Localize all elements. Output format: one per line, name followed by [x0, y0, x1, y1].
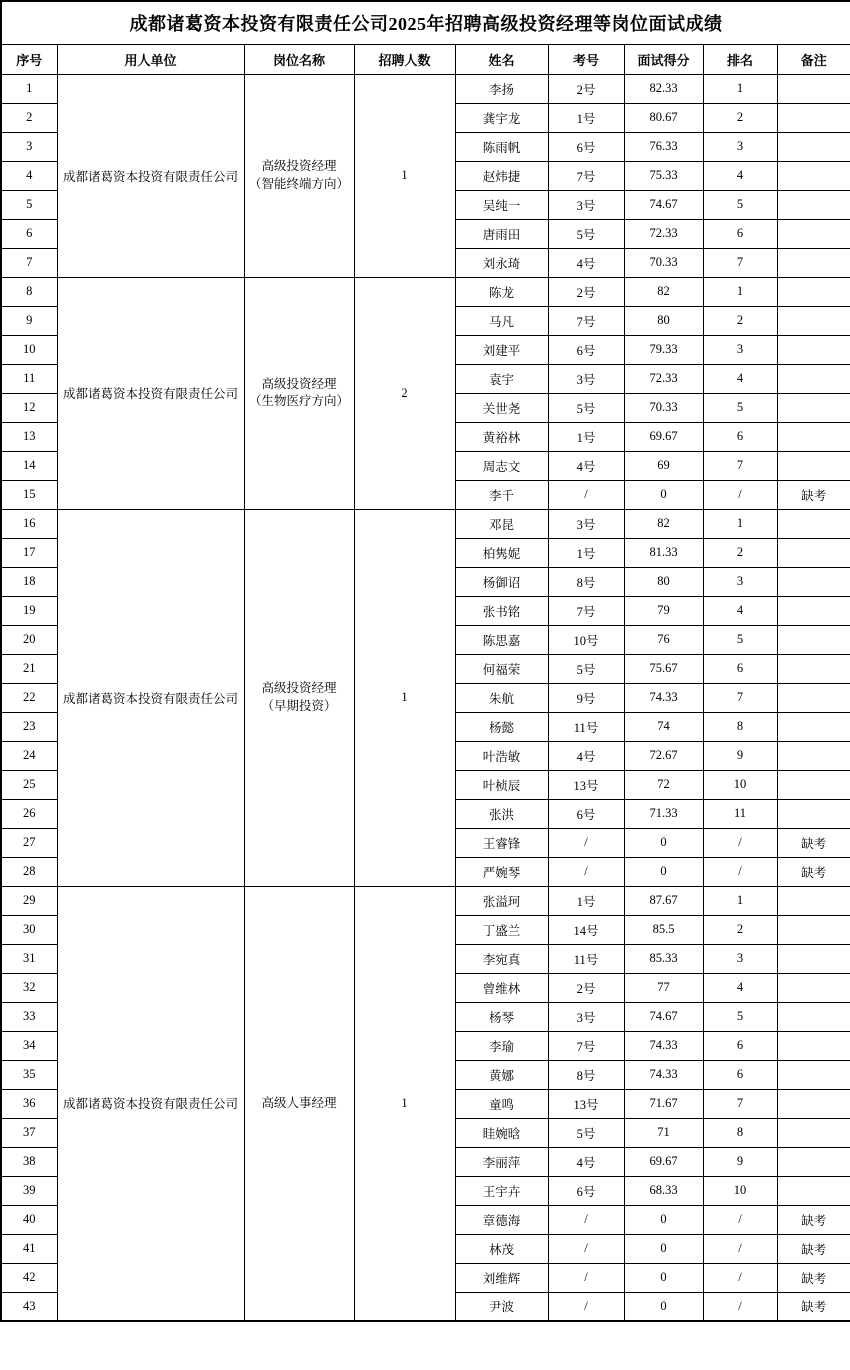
score-cell: 69.67 — [624, 1147, 703, 1176]
seq-cell: 38 — [1, 1147, 57, 1176]
note-cell — [777, 132, 850, 161]
seq-cell: 25 — [1, 770, 57, 799]
exam-no-cell: 5号 — [548, 654, 624, 683]
rank-cell: 2 — [703, 306, 777, 335]
note-cell — [777, 103, 850, 132]
rank-cell: 3 — [703, 132, 777, 161]
seq-cell: 8 — [1, 277, 57, 306]
seq-cell: 26 — [1, 799, 57, 828]
position-cell — [244, 74, 354, 277]
seq-cell: 5 — [1, 190, 57, 219]
exam-no-cell: 3号 — [548, 190, 624, 219]
score-cell: 68.33 — [624, 1176, 703, 1205]
exam-no-cell: 5号 — [548, 219, 624, 248]
header-cell: 面试得分 — [624, 44, 703, 74]
note-cell — [777, 190, 850, 219]
note-cell — [777, 74, 850, 103]
score-cell: 80 — [624, 306, 703, 335]
note-cell — [777, 1060, 850, 1089]
note-cell — [777, 451, 850, 480]
note-cell: 缺考 — [777, 1205, 850, 1234]
table-row — [1, 74, 850, 103]
table-row — [1, 277, 850, 306]
rank-cell: 2 — [703, 915, 777, 944]
note-cell — [777, 915, 850, 944]
exam-no-cell: 6号 — [548, 1176, 624, 1205]
score-cell: 0 — [624, 480, 703, 509]
name-cell: 柏隽妮 — [455, 538, 548, 567]
score-cell: 69 — [624, 451, 703, 480]
header-cell: 用人单位 — [57, 44, 244, 74]
note-cell: 缺考 — [777, 857, 850, 886]
exam-no-cell: / — [548, 1205, 624, 1234]
position-line: 高级投资经理 — [261, 159, 337, 173]
score-cell: 85.33 — [624, 944, 703, 973]
score-cell: 0 — [624, 1292, 703, 1321]
score-cell: 79 — [624, 596, 703, 625]
name-cell: 李千 — [455, 480, 548, 509]
note-cell — [777, 944, 850, 973]
note-cell — [777, 248, 850, 277]
score-cell: 77 — [624, 973, 703, 1002]
note-cell — [777, 683, 850, 712]
rank-cell: 5 — [703, 1002, 777, 1031]
seq-cell: 39 — [1, 1176, 57, 1205]
rank-cell: 4 — [703, 596, 777, 625]
page-title: 成都诸葛资本投资有限责任公司2025年招聘高级投资经理等岗位面试成绩 — [1, 1, 850, 44]
seq-cell: 16 — [1, 509, 57, 538]
position-line: 高级人事经理 — [261, 1095, 337, 1110]
rank-cell: 6 — [703, 219, 777, 248]
position-line: 高级投资经理 — [261, 681, 337, 695]
rank-cell: 9 — [703, 1147, 777, 1176]
seq-cell: 18 — [1, 567, 57, 596]
exam-no-cell: / — [548, 1263, 624, 1292]
header-cell: 招聘人数 — [354, 44, 455, 74]
name-cell: 周志文 — [455, 451, 548, 480]
name-cell: 严婉琴 — [455, 857, 548, 886]
exam-no-cell: 1号 — [548, 538, 624, 567]
exam-no-cell: 4号 — [548, 248, 624, 277]
seq-cell: 28 — [1, 857, 57, 886]
seq-cell: 29 — [1, 886, 57, 915]
name-cell: 张书铭 — [455, 596, 548, 625]
name-cell: 黄娜 — [455, 1060, 548, 1089]
header-cell: 考号 — [548, 44, 624, 74]
exam-no-cell: 7号 — [548, 596, 624, 625]
seq-cell: 23 — [1, 712, 57, 741]
position-line: （生物医疗方向） — [248, 394, 349, 408]
exam-no-cell: 1号 — [548, 886, 624, 915]
exam-no-cell: 2号 — [548, 74, 624, 103]
rank-cell: 7 — [703, 683, 777, 712]
exam-no-cell: 3号 — [548, 1002, 624, 1031]
recruit-count-cell: 1 — [354, 886, 455, 1321]
rank-cell: 3 — [703, 944, 777, 973]
name-cell: 眭婉晗 — [455, 1118, 548, 1147]
name-cell: 尹波 — [455, 1292, 548, 1321]
header-cell: 排名 — [703, 44, 777, 74]
name-cell: 唐雨田 — [455, 219, 548, 248]
score-cell: 72.67 — [624, 741, 703, 770]
exam-no-cell: 3号 — [548, 364, 624, 393]
exam-no-cell: 2号 — [548, 277, 624, 306]
employer-cell: 成都诸葛资本投资有限责任公司 — [57, 886, 244, 1321]
exam-no-cell: 4号 — [548, 1147, 624, 1176]
rank-cell: 10 — [703, 1176, 777, 1205]
name-cell: 关世尧 — [455, 393, 548, 422]
rank-cell: / — [703, 1292, 777, 1321]
rank-cell: 5 — [703, 190, 777, 219]
exam-no-cell: 2号 — [548, 973, 624, 1002]
exam-no-cell: 10号 — [548, 625, 624, 654]
exam-no-cell: 4号 — [548, 741, 624, 770]
rank-cell: 2 — [703, 103, 777, 132]
exam-no-cell: 9号 — [548, 683, 624, 712]
seq-cell: 35 — [1, 1060, 57, 1089]
exam-no-cell: 6号 — [548, 799, 624, 828]
score-cell: 74.67 — [624, 190, 703, 219]
seq-cell: 36 — [1, 1089, 57, 1118]
rank-cell: 6 — [703, 1031, 777, 1060]
position-line: 高级投资经理 — [261, 376, 337, 391]
note-cell — [777, 712, 850, 741]
score-cell: 74.33 — [624, 1031, 703, 1060]
note-cell — [777, 161, 850, 190]
score-cell: 81.33 — [624, 538, 703, 567]
seq-cell: 12 — [1, 393, 57, 422]
employer-cell: 成都诸葛资本投资有限责任公司 — [57, 509, 244, 886]
table-row — [1, 509, 850, 538]
exam-no-cell: 7号 — [548, 161, 624, 190]
name-cell: 杨琴 — [455, 1002, 548, 1031]
seq-cell: 43 — [1, 1292, 57, 1321]
position-cell — [244, 509, 354, 886]
exam-no-cell: 1号 — [548, 103, 624, 132]
score-cell: 0 — [624, 1234, 703, 1263]
seq-cell: 37 — [1, 1118, 57, 1147]
rank-cell: 5 — [703, 625, 777, 654]
rank-cell: 7 — [703, 1089, 777, 1118]
score-cell: 0 — [624, 828, 703, 857]
rank-cell: 3 — [703, 335, 777, 364]
name-cell: 何福荣 — [455, 654, 548, 683]
score-cell: 74.33 — [624, 1060, 703, 1089]
header-cell: 岗位名称 — [244, 44, 354, 74]
score-cell: 74.67 — [624, 1002, 703, 1031]
recruit-count-cell: 1 — [354, 74, 455, 277]
seq-cell: 21 — [1, 654, 57, 683]
score-cell: 71.67 — [624, 1089, 703, 1118]
name-cell: 刘维辉 — [455, 1263, 548, 1292]
note-cell — [777, 1089, 850, 1118]
note-cell — [777, 393, 850, 422]
score-cell: 72 — [624, 770, 703, 799]
seq-cell: 13 — [1, 422, 57, 451]
seq-cell: 34 — [1, 1031, 57, 1060]
note-cell — [777, 335, 850, 364]
table-row — [1, 886, 850, 915]
exam-no-cell: / — [548, 857, 624, 886]
name-cell: 陈雨帆 — [455, 132, 548, 161]
note-cell — [777, 770, 850, 799]
note-cell — [777, 1176, 850, 1205]
score-cell: 75.67 — [624, 654, 703, 683]
note-cell — [777, 509, 850, 538]
rank-cell: 1 — [703, 277, 777, 306]
rank-cell: 3 — [703, 567, 777, 596]
score-cell: 70.33 — [624, 248, 703, 277]
rank-cell: / — [703, 1234, 777, 1263]
name-cell: 马凡 — [455, 306, 548, 335]
score-cell: 82.33 — [624, 74, 703, 103]
exam-no-cell: 5号 — [548, 393, 624, 422]
note-cell — [777, 277, 850, 306]
header-row — [1, 44, 850, 74]
rank-cell: 7 — [703, 248, 777, 277]
name-cell: 刘建平 — [455, 335, 548, 364]
rank-cell: / — [703, 480, 777, 509]
name-cell: 张洪 — [455, 799, 548, 828]
exam-no-cell: / — [548, 828, 624, 857]
seq-cell: 33 — [1, 1002, 57, 1031]
seq-cell: 3 — [1, 132, 57, 161]
score-cell: 87.67 — [624, 886, 703, 915]
score-cell: 72.33 — [624, 219, 703, 248]
header-cell: 序号 — [1, 44, 57, 74]
employer-cell: 成都诸葛资本投资有限责任公司 — [57, 277, 244, 509]
seq-cell: 1 — [1, 74, 57, 103]
note-cell — [777, 306, 850, 335]
seq-cell: 2 — [1, 103, 57, 132]
seq-cell: 4 — [1, 161, 57, 190]
exam-no-cell: 6号 — [548, 132, 624, 161]
name-cell: 赵炜捷 — [455, 161, 548, 190]
seq-cell: 9 — [1, 306, 57, 335]
score-cell: 76.33 — [624, 132, 703, 161]
note-cell — [777, 219, 850, 248]
score-cell: 82 — [624, 277, 703, 306]
position-cell — [244, 277, 354, 509]
note-cell: 缺考 — [777, 1234, 850, 1263]
note-cell — [777, 1118, 850, 1147]
rank-cell: 1 — [703, 74, 777, 103]
note-cell — [777, 596, 850, 625]
score-cell: 76 — [624, 625, 703, 654]
exam-no-cell: 14号 — [548, 915, 624, 944]
exam-no-cell: / — [548, 1234, 624, 1263]
score-cell: 74 — [624, 712, 703, 741]
note-cell: 缺考 — [777, 480, 850, 509]
note-cell — [777, 567, 850, 596]
score-cell: 69.67 — [624, 422, 703, 451]
name-cell: 黄裕林 — [455, 422, 548, 451]
name-cell: 叶浩敏 — [455, 741, 548, 770]
exam-no-cell: 7号 — [548, 1031, 624, 1060]
title-row — [1, 1, 850, 44]
seq-cell: 27 — [1, 828, 57, 857]
score-cell: 75.33 — [624, 161, 703, 190]
seq-cell: 6 — [1, 219, 57, 248]
score-cell: 85.5 — [624, 915, 703, 944]
header-cell: 姓名 — [455, 44, 548, 74]
note-cell — [777, 973, 850, 1002]
rank-cell: 2 — [703, 538, 777, 567]
name-cell: 李宛真 — [455, 944, 548, 973]
name-cell: 李扬 — [455, 74, 548, 103]
name-cell: 章德海 — [455, 1205, 548, 1234]
name-cell: 李瑜 — [455, 1031, 548, 1060]
rank-cell: 11 — [703, 799, 777, 828]
exam-no-cell: 3号 — [548, 509, 624, 538]
rank-cell: / — [703, 1205, 777, 1234]
rank-cell: 4 — [703, 973, 777, 1002]
rank-cell: / — [703, 828, 777, 857]
seq-cell: 22 — [1, 683, 57, 712]
score-cell: 0 — [624, 1205, 703, 1234]
note-cell: 缺考 — [777, 1263, 850, 1292]
name-cell: 林茂 — [455, 1234, 548, 1263]
seq-cell: 32 — [1, 973, 57, 1002]
name-cell: 杨御诏 — [455, 567, 548, 596]
name-cell: 张溢珂 — [455, 886, 548, 915]
exam-no-cell: 8号 — [548, 1060, 624, 1089]
name-cell: 龚宇龙 — [455, 103, 548, 132]
seq-cell: 20 — [1, 625, 57, 654]
name-cell: 杨懿 — [455, 712, 548, 741]
header-cell: 备注 — [777, 44, 850, 74]
exam-no-cell: 11号 — [548, 712, 624, 741]
name-cell: 吴纯一 — [455, 190, 548, 219]
score-cell: 0 — [624, 857, 703, 886]
score-cell: 71.33 — [624, 799, 703, 828]
seq-cell: 14 — [1, 451, 57, 480]
recruit-count-cell: 2 — [354, 277, 455, 509]
seq-cell: 10 — [1, 335, 57, 364]
seq-cell: 24 — [1, 741, 57, 770]
exam-no-cell: / — [548, 480, 624, 509]
exam-no-cell: 7号 — [548, 306, 624, 335]
rank-cell: 6 — [703, 654, 777, 683]
note-cell: 缺考 — [777, 1292, 850, 1321]
exam-no-cell: 4号 — [548, 451, 624, 480]
exam-no-cell: 13号 — [548, 770, 624, 799]
rank-cell: 6 — [703, 1060, 777, 1089]
note-cell: 缺考 — [777, 828, 850, 857]
name-cell: 叶桢辰 — [455, 770, 548, 799]
name-cell: 朱航 — [455, 683, 548, 712]
name-cell: 袁宇 — [455, 364, 548, 393]
note-cell — [777, 886, 850, 915]
seq-cell: 30 — [1, 915, 57, 944]
seq-cell: 7 — [1, 248, 57, 277]
note-cell — [777, 422, 850, 451]
score-cell: 72.33 — [624, 364, 703, 393]
score-cell: 82 — [624, 509, 703, 538]
score-cell: 74.33 — [624, 683, 703, 712]
note-cell — [777, 1031, 850, 1060]
note-cell — [777, 1147, 850, 1176]
seq-cell: 31 — [1, 944, 57, 973]
name-cell: 刘永琦 — [455, 248, 548, 277]
exam-no-cell: 6号 — [548, 335, 624, 364]
score-cell: 79.33 — [624, 335, 703, 364]
seq-cell: 15 — [1, 480, 57, 509]
rank-cell: 8 — [703, 1118, 777, 1147]
name-cell: 丁盛兰 — [455, 915, 548, 944]
name-cell: 陈思嘉 — [455, 625, 548, 654]
note-cell — [777, 538, 850, 567]
seq-cell: 11 — [1, 364, 57, 393]
rank-cell: 1 — [703, 886, 777, 915]
exam-no-cell: 13号 — [548, 1089, 624, 1118]
rank-cell: 1 — [703, 509, 777, 538]
exam-no-cell: 11号 — [548, 944, 624, 973]
note-cell — [777, 1002, 850, 1031]
rank-cell: / — [703, 1263, 777, 1292]
position-line: （智能终端方向） — [248, 176, 349, 191]
note-cell — [777, 364, 850, 393]
name-cell: 王宇卉 — [455, 1176, 548, 1205]
score-cell: 71 — [624, 1118, 703, 1147]
note-cell — [777, 799, 850, 828]
name-cell: 曾维林 — [455, 973, 548, 1002]
exam-no-cell: 1号 — [548, 422, 624, 451]
exam-no-cell: 5号 — [548, 1118, 624, 1147]
seq-cell: 41 — [1, 1234, 57, 1263]
seq-cell: 40 — [1, 1205, 57, 1234]
seq-cell: 42 — [1, 1263, 57, 1292]
rank-cell: 5 — [703, 393, 777, 422]
score-cell: 80.67 — [624, 103, 703, 132]
score-cell: 80 — [624, 567, 703, 596]
rank-cell: 10 — [703, 770, 777, 799]
note-cell — [777, 625, 850, 654]
name-cell: 李丽萍 — [455, 1147, 548, 1176]
rank-cell: 6 — [703, 422, 777, 451]
position-line: （早期投资） — [261, 698, 337, 713]
note-cell — [777, 741, 850, 770]
score-cell: 70.33 — [624, 393, 703, 422]
exam-no-cell: / — [548, 1292, 624, 1321]
note-cell — [777, 654, 850, 683]
recruit-count-cell: 1 — [354, 509, 455, 886]
position-cell — [244, 886, 354, 1321]
name-cell: 童鸣 — [455, 1089, 548, 1118]
name-cell: 邓昆 — [455, 509, 548, 538]
seq-cell: 19 — [1, 596, 57, 625]
exam-no-cell: 8号 — [548, 567, 624, 596]
employer-cell: 成都诸葛资本投资有限责任公司 — [57, 74, 244, 277]
rank-cell: 8 — [703, 712, 777, 741]
rank-cell: 4 — [703, 161, 777, 190]
rank-cell: 9 — [703, 741, 777, 770]
score-cell: 0 — [624, 1263, 703, 1292]
rank-cell: / — [703, 857, 777, 886]
rank-cell: 4 — [703, 364, 777, 393]
name-cell: 王睿锋 — [455, 828, 548, 857]
name-cell: 陈龙 — [455, 277, 548, 306]
seq-cell: 17 — [1, 538, 57, 567]
rank-cell: 7 — [703, 451, 777, 480]
